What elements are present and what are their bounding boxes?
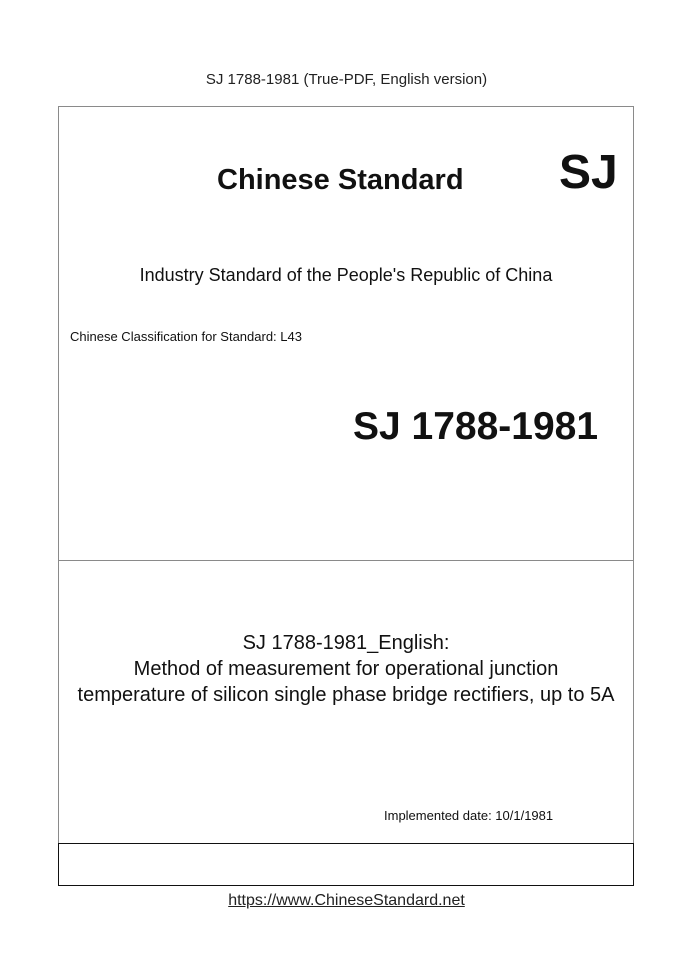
document-title-line: Method of measurement for operational junction <box>133 658 559 680</box>
document-title-line: SJ 1788-1981_English: <box>242 632 450 654</box>
implemented-date: Implemented date: 10/1/1981 <box>384 808 554 823</box>
bottom-empty-box <box>58 843 634 886</box>
cover-subtitle: Industry Standard of the People's Republic of China <box>139 265 553 285</box>
standard-number: SJ 1788-1981 <box>353 405 599 448</box>
document-title <box>59 630 633 708</box>
document-title-line: temperature of silicon single phase bridge rectifiers, up to 5A <box>77 684 615 706</box>
footer-website-link[interactable]: https://www.ChineseStandard.net <box>228 892 465 909</box>
cover-frame <box>58 106 634 886</box>
standard-code-mark: SJ <box>559 146 618 199</box>
cover-title: Chinese Standard <box>217 164 464 196</box>
section-divider <box>59 560 633 561</box>
page-header: SJ 1788-1981 (True-PDF, English version) <box>205 71 488 88</box>
classification-label: Chinese Classification for Standard: L43 <box>70 329 302 344</box>
